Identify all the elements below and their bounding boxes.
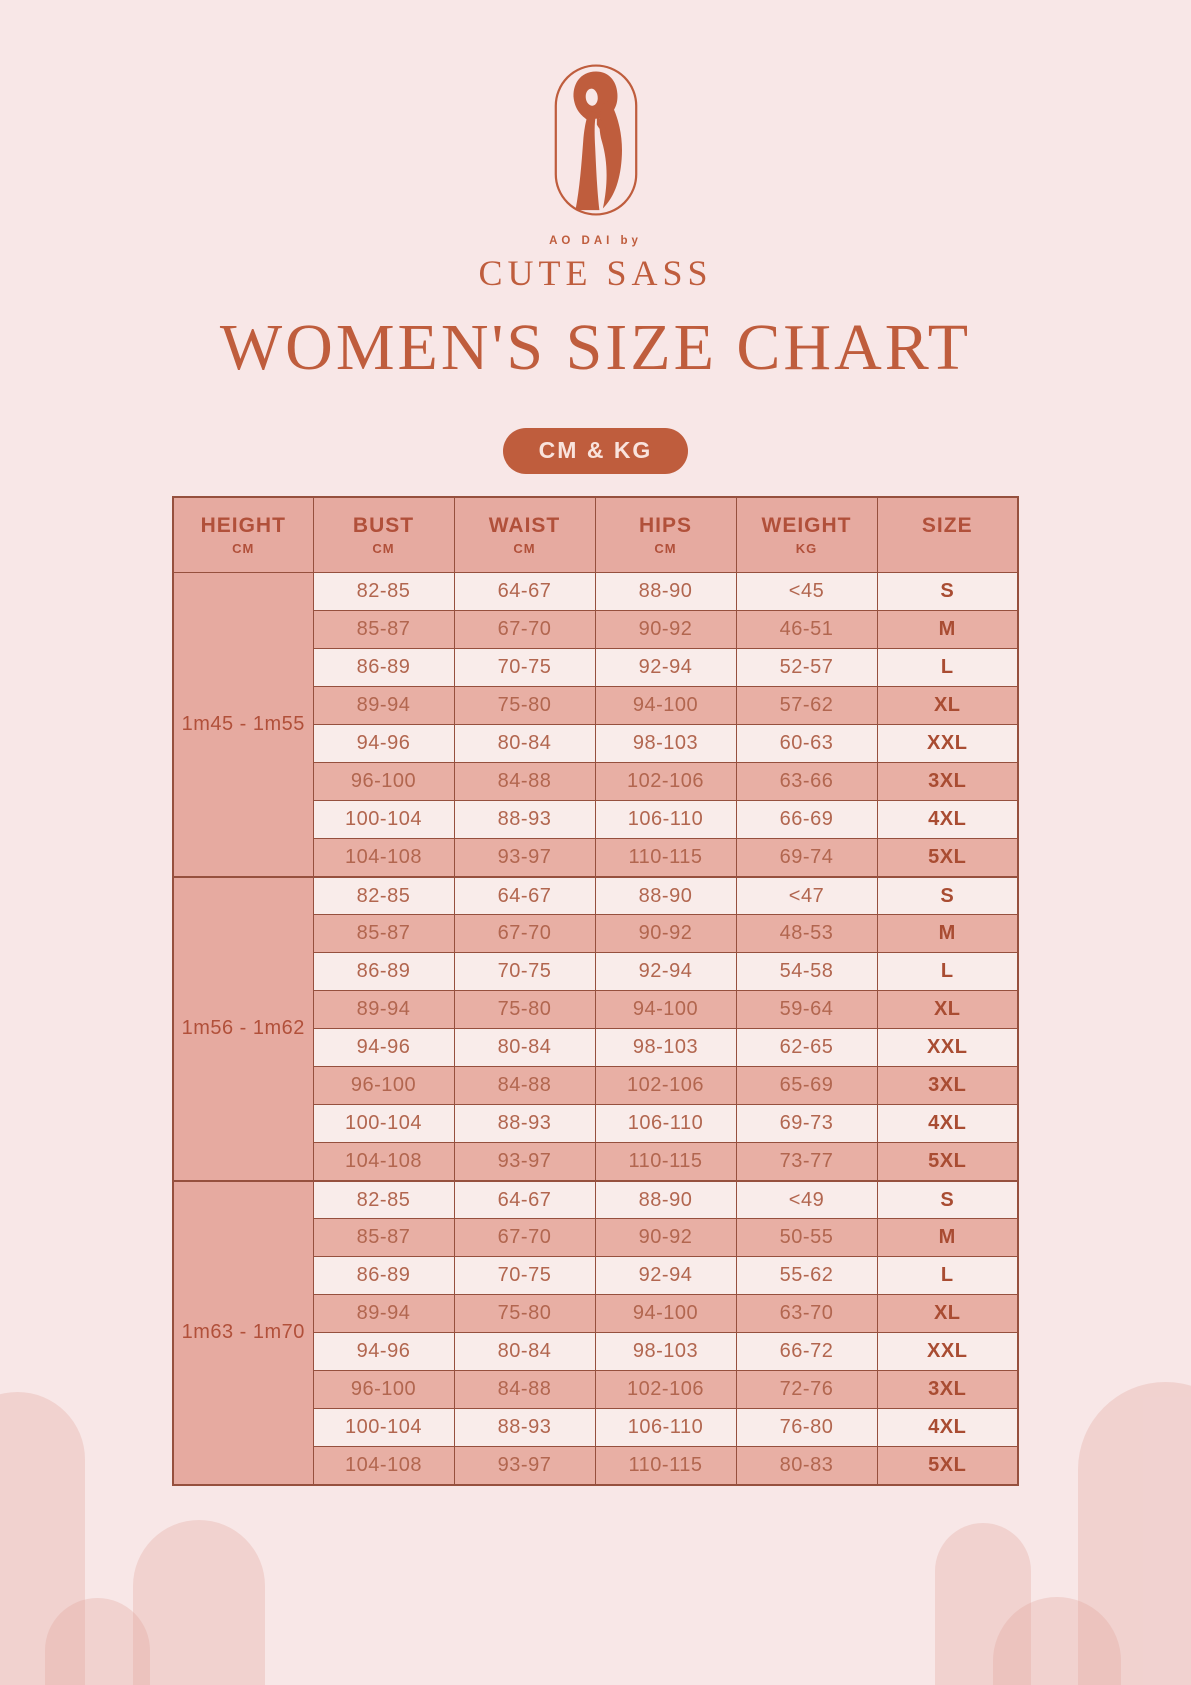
- measure-cell: 106-110: [595, 801, 736, 839]
- measure-cell: 84-88: [454, 1371, 595, 1409]
- brand-tagline: AO DAI by: [549, 235, 642, 247]
- measure-cell: 93-97: [454, 839, 595, 877]
- measure-cell: 67-70: [454, 611, 595, 649]
- measure-cell: 59-64: [736, 991, 877, 1029]
- measure-cell: <45: [736, 573, 877, 611]
- size-cell: M: [877, 1219, 1018, 1257]
- measure-cell: 70-75: [454, 953, 595, 991]
- measure-cell: 85-87: [313, 915, 454, 953]
- measure-cell: 64-67: [454, 1181, 595, 1219]
- height-group-label: 1m56 - 1m62: [173, 877, 313, 1181]
- size-cell: XL: [877, 1295, 1018, 1333]
- measure-cell: 104-108: [313, 839, 454, 877]
- measure-cell: 92-94: [595, 953, 736, 991]
- measure-cell: 98-103: [595, 1333, 736, 1371]
- table-row: [173, 573, 1018, 611]
- measure-cell: 90-92: [595, 611, 736, 649]
- size-cell: 3XL: [877, 1371, 1018, 1409]
- table-row: [173, 1181, 1018, 1219]
- measure-cell: 104-108: [313, 1447, 454, 1485]
- size-cell: 3XL: [877, 763, 1018, 801]
- measure-cell: 63-66: [736, 763, 877, 801]
- size-cell: S: [877, 877, 1018, 915]
- measure-cell: 82-85: [313, 1181, 454, 1219]
- measure-cell: 88-93: [454, 1105, 595, 1143]
- measure-cell: 72-76: [736, 1371, 877, 1409]
- measure-cell: 94-100: [595, 1295, 736, 1333]
- measure-cell: 48-53: [736, 915, 877, 953]
- size-cell: XXL: [877, 1029, 1018, 1067]
- measure-cell: 73-77: [736, 1143, 877, 1181]
- measure-cell: 62-65: [736, 1029, 877, 1067]
- measure-cell: 67-70: [454, 915, 595, 953]
- size-cell: M: [877, 611, 1018, 649]
- page-title: WOMEN'S SIZE CHART: [219, 311, 972, 384]
- measure-cell: 46-51: [736, 611, 877, 649]
- measure-cell: 89-94: [313, 991, 454, 1029]
- measure-cell: 75-80: [454, 991, 595, 1029]
- measure-cell: 82-85: [313, 877, 454, 915]
- brand-name: CUTE SASS: [478, 253, 713, 293]
- column-header-waist: WAIST CM: [454, 497, 595, 573]
- measure-cell: 70-75: [454, 1257, 595, 1295]
- measure-cell: 80-84: [454, 1333, 595, 1371]
- measure-cell: 90-92: [595, 1219, 736, 1257]
- measure-cell: 106-110: [595, 1409, 736, 1447]
- measure-cell: 80-84: [454, 725, 595, 763]
- size-cell: S: [877, 1181, 1018, 1219]
- column-header-height: HEIGHT CM: [173, 497, 313, 573]
- measure-cell: 80-83: [736, 1447, 877, 1485]
- measure-cell: 69-74: [736, 839, 877, 877]
- size-cell: 3XL: [877, 1067, 1018, 1105]
- size-cell: L: [877, 649, 1018, 687]
- measure-cell: 84-88: [454, 763, 595, 801]
- size-cell: 4XL: [877, 801, 1018, 839]
- decor-arch: [133, 1520, 265, 1685]
- measure-cell: 96-100: [313, 763, 454, 801]
- measure-cell: 100-104: [313, 801, 454, 839]
- brand-logo-icon: [553, 63, 639, 222]
- measure-cell: 66-69: [736, 801, 877, 839]
- measure-cell: <49: [736, 1181, 877, 1219]
- measure-cell: 84-88: [454, 1067, 595, 1105]
- measure-cell: 66-72: [736, 1333, 877, 1371]
- measure-cell: 60-63: [736, 725, 877, 763]
- measure-cell: 92-94: [595, 1257, 736, 1295]
- brand-block: [0, 0, 1191, 294]
- measure-cell: 69-73: [736, 1105, 877, 1143]
- measure-cell: 75-80: [454, 687, 595, 725]
- measure-cell: 88-93: [454, 801, 595, 839]
- measure-cell: 63-70: [736, 1295, 877, 1333]
- measure-cell: 55-62: [736, 1257, 877, 1295]
- measure-cell: 88-93: [454, 1409, 595, 1447]
- measure-cell: 54-58: [736, 953, 877, 991]
- table-row: [173, 877, 1018, 915]
- measure-cell: 86-89: [313, 953, 454, 991]
- size-cell: 4XL: [877, 1105, 1018, 1143]
- measure-cell: 64-67: [454, 573, 595, 611]
- measure-cell: 93-97: [454, 1447, 595, 1485]
- measure-cell: 96-100: [313, 1067, 454, 1105]
- measure-cell: 104-108: [313, 1143, 454, 1181]
- measure-cell: 80-84: [454, 1029, 595, 1067]
- size-cell: L: [877, 953, 1018, 991]
- height-group-label: 1m63 - 1m70: [173, 1181, 313, 1485]
- measure-cell: 82-85: [313, 573, 454, 611]
- height-group-label: 1m45 - 1m55: [173, 573, 313, 877]
- measure-cell: 94-100: [595, 991, 736, 1029]
- measure-cell: 86-89: [313, 1257, 454, 1295]
- measure-cell: 50-55: [736, 1219, 877, 1257]
- measure-cell: 93-97: [454, 1143, 595, 1181]
- measure-cell: 76-80: [736, 1409, 877, 1447]
- measure-cell: 100-104: [313, 1409, 454, 1447]
- measure-cell: 110-115: [595, 1447, 736, 1485]
- measure-cell: 102-106: [595, 1371, 736, 1409]
- measure-cell: 86-89: [313, 649, 454, 687]
- measure-cell: 96-100: [313, 1371, 454, 1409]
- size-table: [172, 496, 1019, 1486]
- measure-cell: 110-115: [595, 839, 736, 877]
- measure-cell: 90-92: [595, 915, 736, 953]
- column-header-hips: HIPS CM: [595, 497, 736, 573]
- measure-cell: 57-62: [736, 687, 877, 725]
- measure-cell: 102-106: [595, 763, 736, 801]
- measure-cell: 98-103: [595, 725, 736, 763]
- measure-cell: 85-87: [313, 611, 454, 649]
- measure-cell: 70-75: [454, 649, 595, 687]
- measure-cell: 64-67: [454, 877, 595, 915]
- measure-cell: 52-57: [736, 649, 877, 687]
- measure-cell: 106-110: [595, 1105, 736, 1143]
- size-cell: 5XL: [877, 839, 1018, 877]
- size-cell: XXL: [877, 1333, 1018, 1371]
- measure-cell: 88-90: [595, 1181, 736, 1219]
- measure-cell: 94-96: [313, 1333, 454, 1371]
- measure-cell: 65-69: [736, 1067, 877, 1105]
- measure-cell: 94-96: [313, 725, 454, 763]
- size-cell: XXL: [877, 725, 1018, 763]
- size-cell: L: [877, 1257, 1018, 1295]
- measure-cell: 102-106: [595, 1067, 736, 1105]
- size-cell: XL: [877, 991, 1018, 1029]
- measure-cell: 89-94: [313, 1295, 454, 1333]
- size-cell: 4XL: [877, 1409, 1018, 1447]
- size-cell: S: [877, 573, 1018, 611]
- measure-cell: 88-90: [595, 573, 736, 611]
- measure-cell: 92-94: [595, 649, 736, 687]
- column-header-bust: BUST CM: [313, 497, 454, 573]
- measure-cell: 98-103: [595, 1029, 736, 1067]
- column-header-weight: WEIGHT KG: [736, 497, 877, 573]
- column-header-size: SIZE: [877, 497, 1018, 573]
- size-cell: M: [877, 915, 1018, 953]
- measure-cell: 88-90: [595, 877, 736, 915]
- measure-cell: 67-70: [454, 1219, 595, 1257]
- size-cell: XL: [877, 687, 1018, 725]
- size-cell: 5XL: [877, 1143, 1018, 1181]
- table-header-row: [173, 497, 1018, 573]
- measure-cell: 75-80: [454, 1295, 595, 1333]
- units-badge: CM & KG: [503, 428, 689, 474]
- measure-cell: <47: [736, 877, 877, 915]
- measure-cell: 94-96: [313, 1029, 454, 1067]
- size-cell: 5XL: [877, 1447, 1018, 1485]
- measure-cell: 89-94: [313, 687, 454, 725]
- measure-cell: 100-104: [313, 1105, 454, 1143]
- measure-cell: 85-87: [313, 1219, 454, 1257]
- measure-cell: 110-115: [595, 1143, 736, 1181]
- measure-cell: 94-100: [595, 687, 736, 725]
